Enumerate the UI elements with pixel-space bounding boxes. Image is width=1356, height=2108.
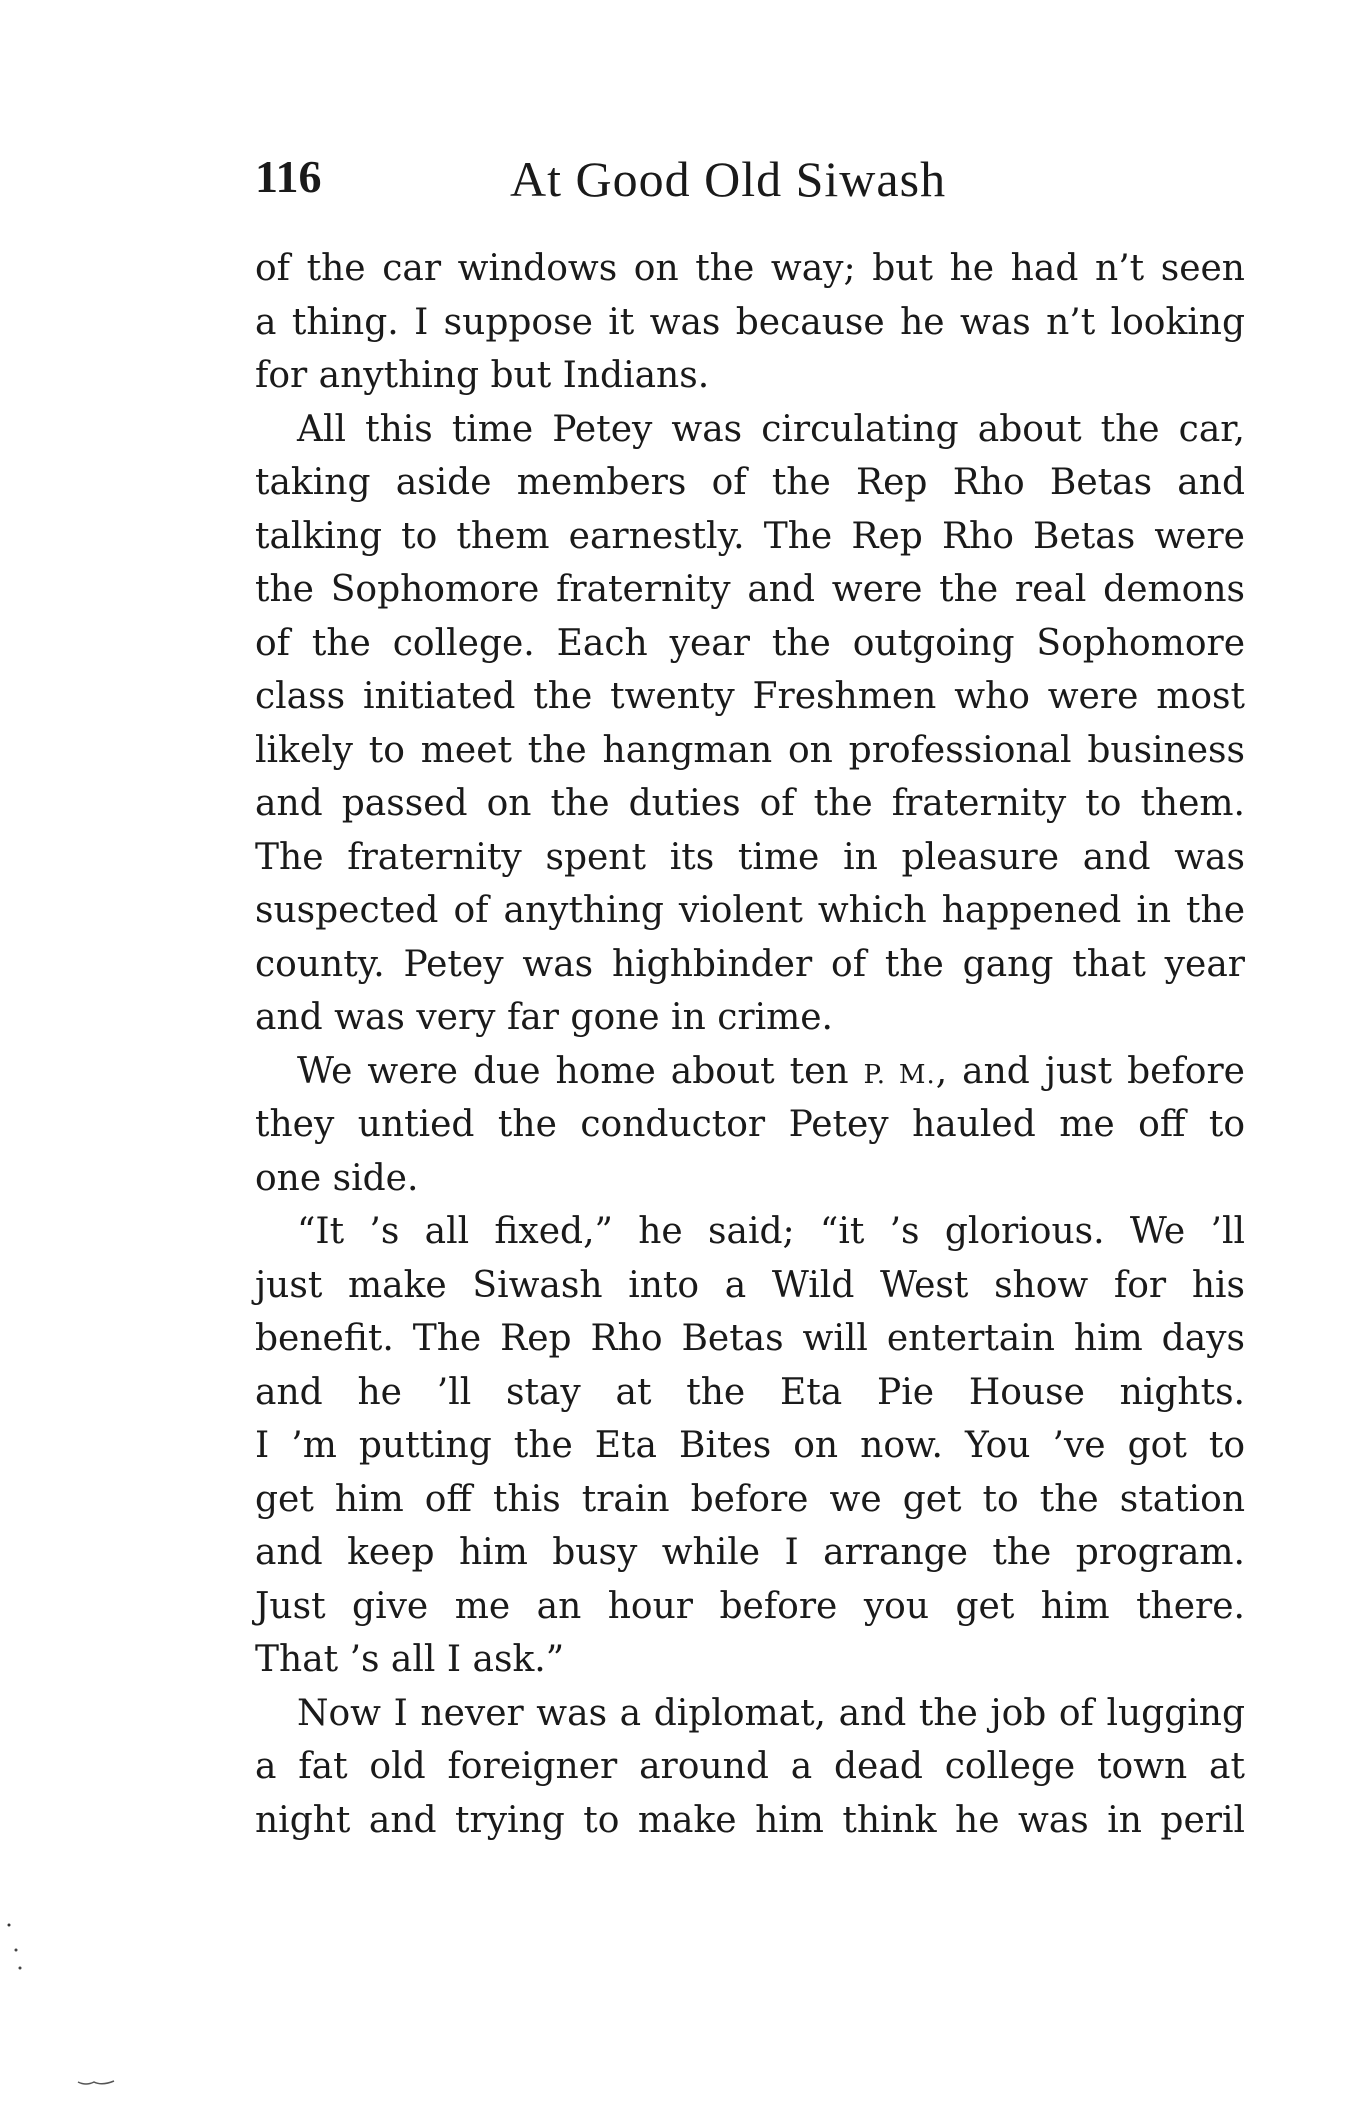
text-line: class initiated the twenty Freshmen who were most bbox=[255, 676, 1245, 717]
text-line: I ’m putting the Eta Bites on now. You ’ve got to bbox=[255, 1425, 1245, 1466]
text-line: and passed on the duties of the fraternity to them. bbox=[255, 783, 1245, 824]
text-line: get him off this train before we get to the station bbox=[255, 1478, 1245, 1520]
text-line: of the car windows on the way; but he had n’t seen bbox=[255, 248, 1245, 289]
text-line: likely to meet the hangman on professional business bbox=[255, 729, 1245, 771]
text-line: “It ’s all fixed,” he said; “it ’s glorious. We ’ll bbox=[297, 1211, 1245, 1252]
text-line: they untied the conductor Petey hauled me off to bbox=[255, 1104, 1245, 1145]
text-line-part: , and just before bbox=[935, 1050, 1245, 1092]
text-line: talking to them earnestly. The Rep Rho Betas were bbox=[255, 515, 1245, 557]
text-line: night and trying to make him think he was in peril bbox=[255, 1799, 1245, 1841]
text-line: one side. bbox=[255, 1157, 419, 1199]
text-line: That ’s all I ask.” bbox=[255, 1639, 565, 1680]
text-line: and he ’ll stay at the Eta Pie House nights. bbox=[255, 1371, 1245, 1413]
scan-speck bbox=[8, 1924, 11, 1927]
text-line: All this time Petey was circulating about the car, bbox=[297, 408, 1245, 450]
running-title: At Good Old Siwash bbox=[510, 151, 947, 207]
text-line: a fat old foreigner around a dead college town at bbox=[255, 1746, 1245, 1787]
scan-smudge bbox=[78, 2081, 114, 2084]
time-abbrev: P. M. bbox=[863, 1059, 936, 1090]
text-line: county. Petey was highbinder of the gang that year bbox=[255, 943, 1245, 985]
text-line: for anything but Indians. bbox=[255, 355, 710, 396]
text-line: just make Siwash into a Wild West show for his bbox=[255, 1264, 1245, 1306]
text-line: and keep him busy while I arrange the program. bbox=[255, 1532, 1245, 1573]
text-line: and was very far gone in crime. bbox=[255, 997, 833, 1038]
text-line: taking aside members of the Rep Rho Betas and bbox=[255, 462, 1245, 503]
text-line: a thing. I suppose it was because he was n’t looking bbox=[255, 301, 1245, 343]
text-line: the Sophomore fraternity and were the real demons bbox=[255, 569, 1245, 610]
text-line: Now I never was a diplomat, and the job of lugging bbox=[297, 1692, 1245, 1734]
text-line-part: We were due home about ten bbox=[297, 1050, 864, 1092]
text-line: suspected of anything violent which happened in the bbox=[255, 890, 1245, 931]
scan-speck bbox=[19, 1967, 22, 1970]
page-number: 116 bbox=[255, 151, 322, 202]
text-line: of the college. Each year the outgoing Sophomore bbox=[255, 622, 1245, 664]
text-line: Just give me an hour before you get him there. bbox=[255, 1585, 1245, 1627]
text-line: benefit. The Rep Rho Betas will entertain him days bbox=[255, 1318, 1245, 1359]
scan-speck bbox=[15, 1949, 18, 1952]
text-line: The fraternity spent its time in pleasure and was bbox=[255, 836, 1245, 878]
